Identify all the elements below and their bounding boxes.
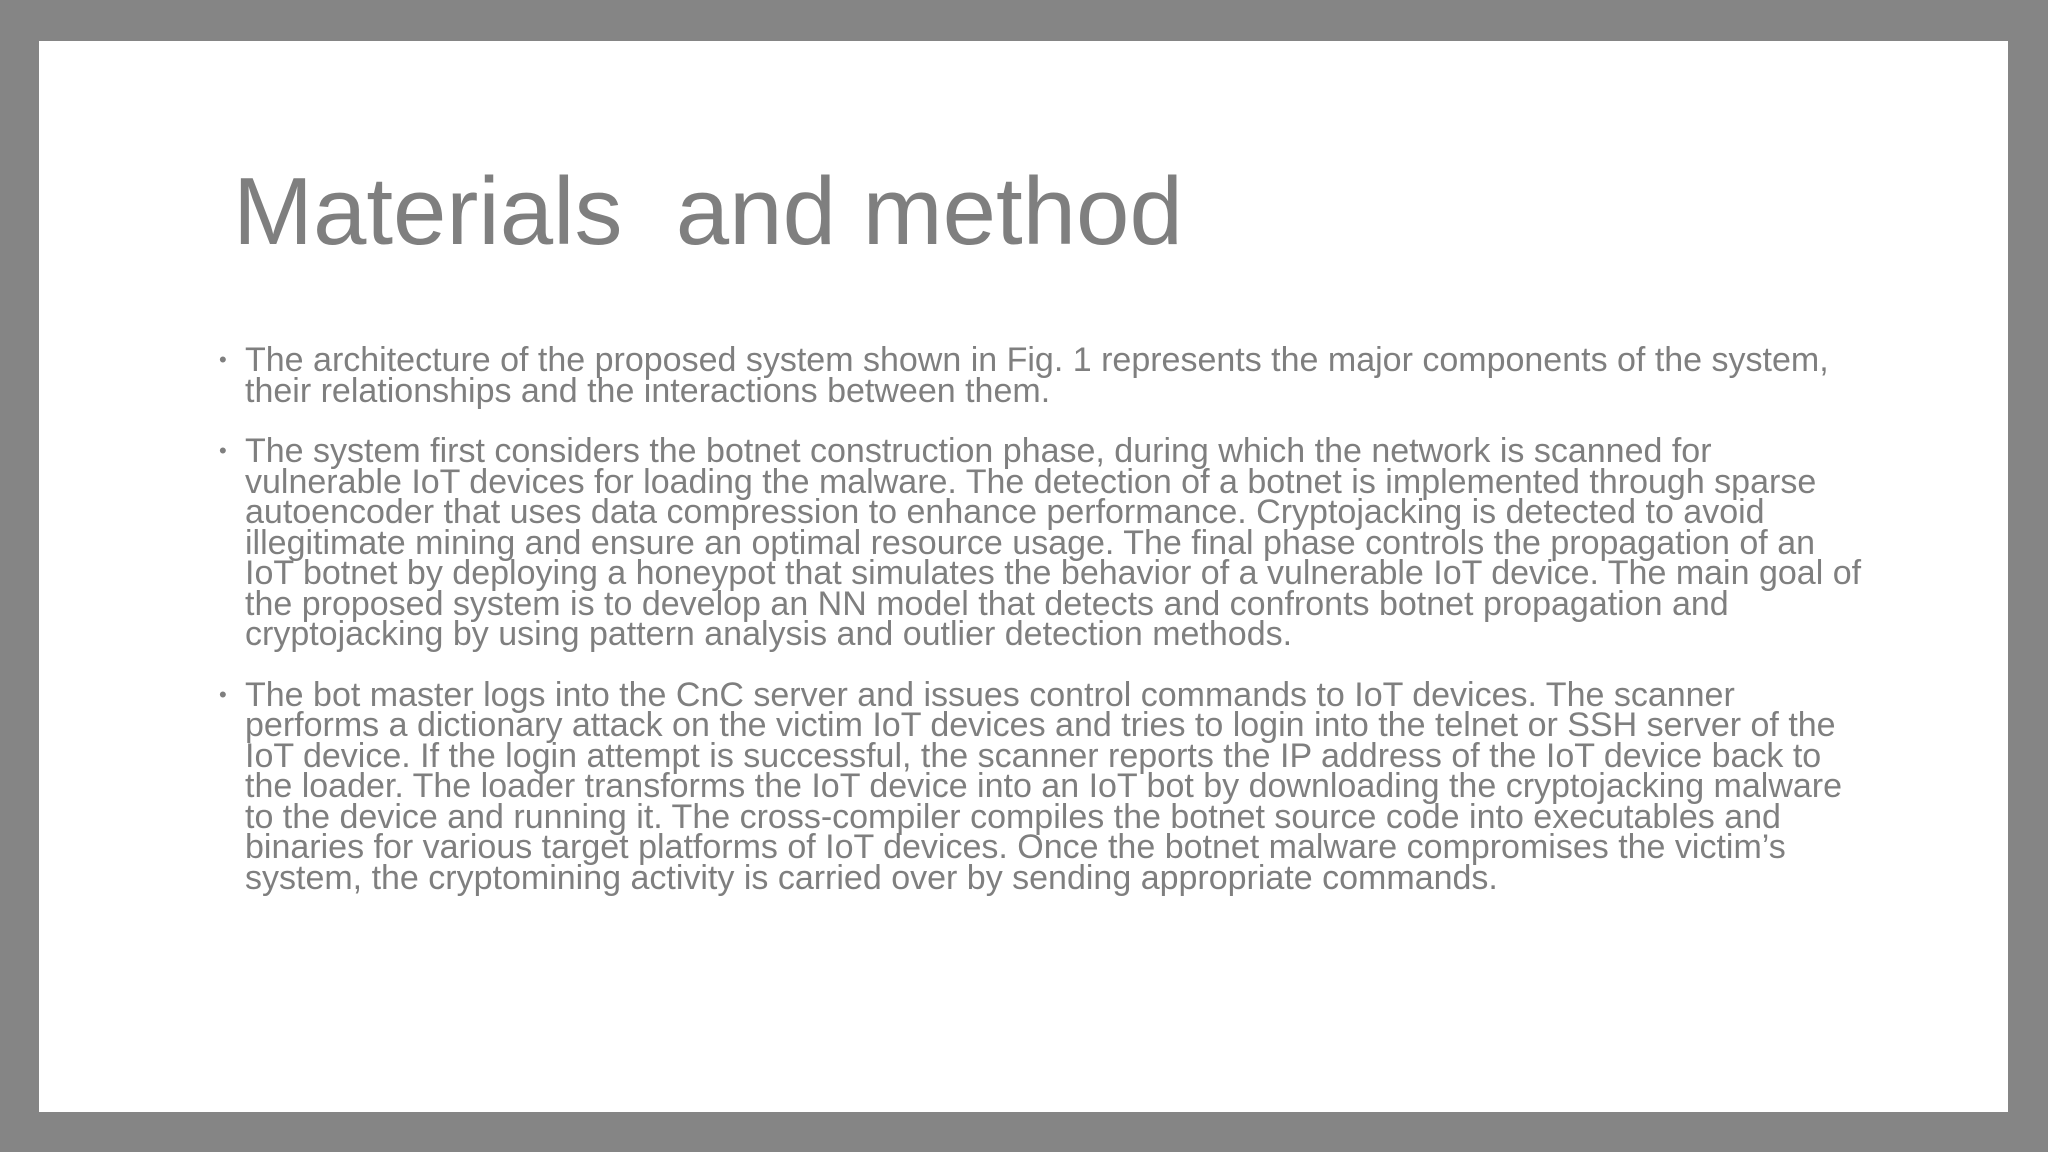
- bullet-dot-icon: •: [219, 347, 227, 372]
- bullet-text: The bot master logs into the CnC server and issues control commands to IoT devices. The scanner performs a dictionary attack on the victim IoT devices and tries to login into the telnet or SSH server of the IoT device. If the login attempt is successful, the scanner reports the IP address of the IoT device back to the loader. The loader transforms the IoT device into an IoT bot by downloading the cryptojacking malware to the device and running it. The cross-compiler compiles the botnet source code into executables and binaries for various target platforms of IoT devices. Once the botnet malware compromises the victim’s system, the cryptomining activity is carried over by sending appropriate commands.: [245, 675, 1843, 897]
- bullet-dot-icon: •: [219, 438, 227, 463]
- slide-title: Materials and method: [233, 158, 1183, 265]
- bullet-dot-icon: •: [219, 681, 227, 707]
- slide: [39, 41, 2008, 1112]
- bullet-text: The system first considers the botnet construction phase, during which the network is scanned for vulnerable IoT devices for loading the malware. The detection of a botnet is implemented through sparse autoencoder that uses data compression to enhance performance. Cryptojacking is detected to avoid illegitimate mining and ensure an optimal resource usage. The final phase controls the propagation of an IoT botnet by deploying a honeypot that simulates the behavior of a vulnerable IoT device. The main goal of the proposed system is to develop an NN model that detects and confronts botnet propagation and cryptojacking by using pattern analysis and outlier detection methods.: [245, 432, 1862, 653]
- bullet-item: [219, 341, 1865, 410]
- bullet-list: [219, 341, 1865, 923]
- bullet-item: [219, 432, 1865, 653]
- bullet-item: [219, 675, 1865, 897]
- bullet-text: The architecture of the proposed system shown in Fig. 1 represents the major components of the system, their relationships and the interactions between them.: [245, 341, 1829, 410]
